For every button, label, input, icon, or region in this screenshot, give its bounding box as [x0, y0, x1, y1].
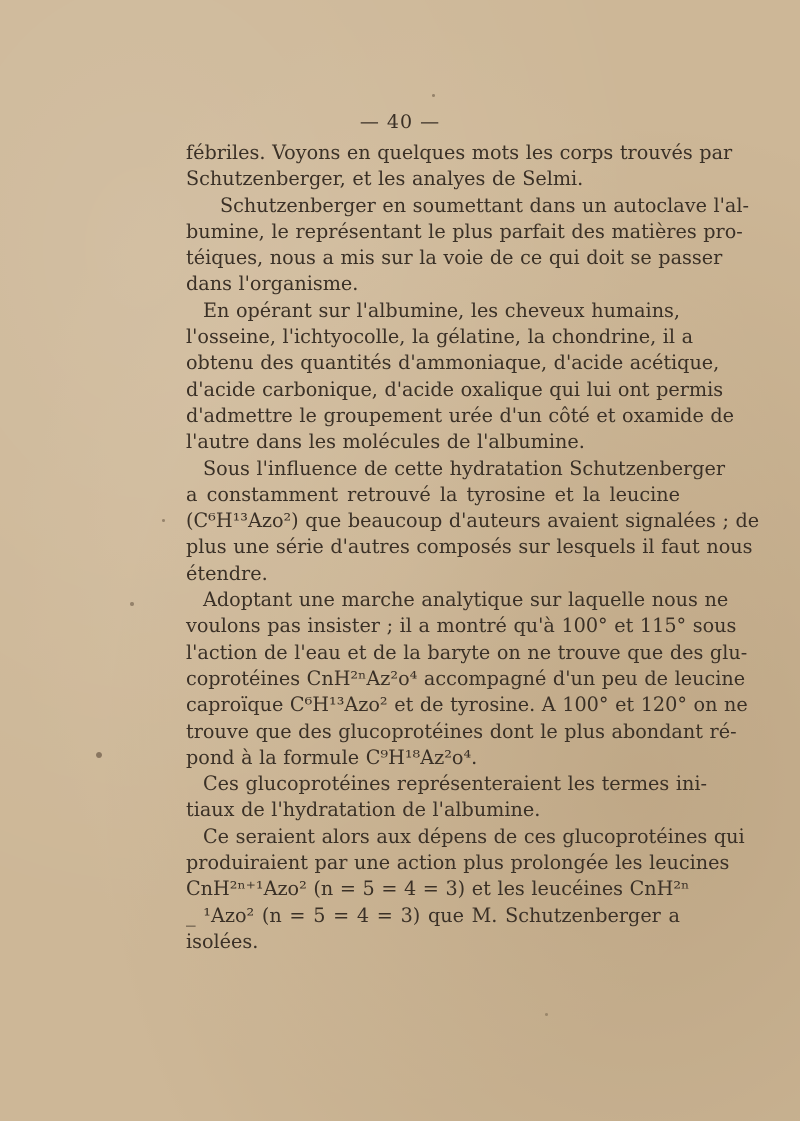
text-line: (C⁶H¹³Azo²) que beaucoup d'auteurs avaient signalées ; de	[186, 509, 760, 533]
text-line: d'acide carbonique, d'acide oxalique qui lui ont permis	[186, 377, 724, 401]
text-line: CnH²ⁿ⁺¹Azo² (n = 5 = 4 = 3) et les leucéines CnH²ⁿ	[186, 877, 690, 901]
text-line: l'autre dans les molécules de l'albumine.	[186, 430, 585, 454]
text-line: trouve que des glucoprotéines dont le plus abondant ré-	[186, 719, 737, 743]
text-line: Schutzenberger en soumettant dans un autoclave l'al-	[220, 193, 749, 217]
paragraph	[186, 193, 749, 298]
text-line: téiques, nous a mis sur la voie de ce qui doit se passer	[186, 246, 723, 270]
paragraph	[186, 140, 733, 193]
text-line: bumine, le représentant le plus parfait des matières pro-	[186, 219, 743, 243]
text-line: l'osseine, l'ichtyocolle, la gélatine, la chondrine, il a	[186, 325, 694, 349]
text-line: Sous l'influence de cette hydratation Schutzenberger	[203, 456, 726, 480]
paragraph	[186, 824, 745, 955]
text-line: voulons pas insister ; il a montré qu'à 100° et 115° sous	[186, 614, 737, 638]
text-line: produiraient par une action plus prolongée les leucines	[186, 851, 730, 875]
text-line: pond à la formule C⁹H¹⁸Az²o⁴.	[186, 745, 478, 769]
ink-speck	[96, 752, 102, 758]
ink-speck	[545, 1013, 548, 1016]
text-line: a constamment retrouvé la tyrosine et la leucine	[186, 482, 680, 506]
text-line: Ces glucoprotéines représenteraient les termes ini-	[203, 772, 707, 796]
text-line: fébriles. Voyons en quelques mots les corps trouvés par	[186, 141, 733, 164]
text-line: Ce seraient alors aux dépens de ces glucoprotéines qui	[203, 824, 745, 848]
text-line: obtenu des quantités d'ammoniaque, d'acide acétique,	[186, 351, 720, 375]
text-line: Schutzenberger, et les analyes de Selmi.	[186, 167, 584, 191]
text-line: En opérant sur l'albumine, les cheveux humains,	[203, 298, 680, 322]
text-line: dans l'organisme.	[186, 272, 359, 296]
paragraph	[186, 587, 748, 771]
text-line: étendre.	[186, 561, 268, 585]
ink-speck	[130, 602, 134, 606]
ink-speck	[162, 519, 165, 522]
ink-speck	[432, 94, 435, 97]
text-line: d'admettre le groupement urée d'un côté et oxamide de	[186, 403, 735, 427]
text-line: tiaux de l'hydratation de l'albumine.	[186, 798, 541, 822]
text-line: plus une série d'autres composés sur lesquels il faut nous	[186, 535, 753, 559]
text-line: caproïque C⁶H¹³Azo² et de tyrosine. A 100° et 120° on ne	[186, 693, 748, 717]
paragraph	[186, 456, 760, 587]
text-line: l'action de l'eau et de la baryte on ne trouve que des glu-	[186, 640, 748, 664]
text-line: isolées.	[186, 929, 259, 953]
text-line: coprotéines CnH²ⁿAz²o⁴ accompagné d'un peu de leucine	[186, 666, 746, 690]
text-line: _ ¹Azo² (n = 5 = 4 = 3) que M. Schutzenberger a	[186, 903, 680, 927]
paragraph	[186, 298, 735, 456]
text-line: Adoptant une marche analytique sur laquelle nous ne	[203, 588, 729, 612]
page-number: — 40 —	[359, 111, 441, 133]
paragraph	[186, 771, 707, 824]
body-text	[186, 140, 760, 955]
